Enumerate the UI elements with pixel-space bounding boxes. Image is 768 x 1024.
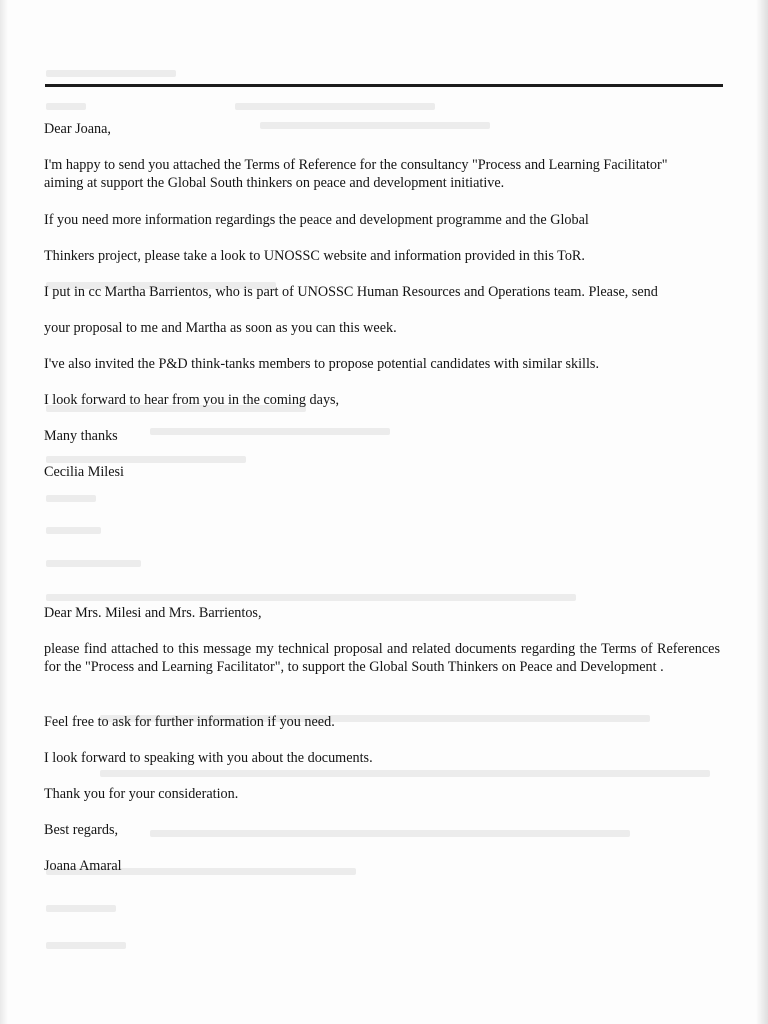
header-rule <box>45 84 723 87</box>
bleed-through-mark <box>46 495 96 502</box>
letter-one-greeting: Dear Joana, <box>44 121 111 137</box>
bleed-through-mark <box>150 428 390 435</box>
letter-one-closing: Many thanks <box>44 428 118 444</box>
letter-one-paragraph-4: I've also invited the P&D think-tanks members to propose potential candidates with similar skills. <box>44 356 599 372</box>
scan-edge-left <box>0 0 8 1024</box>
letter-one-paragraph-3-line-2: your proposal to me and Martha as soon as you can this week. <box>44 320 397 336</box>
letter-one-paragraph-2-line-1: If you need more information regardings the peace and development programme and the Global <box>44 212 589 228</box>
letter-two-paragraph-4: Thank you for your consideration. <box>44 786 239 802</box>
letter-one-paragraph-3-line-1: I put in cc Martha Barrientos, who is part of UNOSSC Human Resources and Operations team. Please, send <box>44 284 658 300</box>
bleed-through-mark <box>46 70 176 77</box>
bleed-through-mark <box>46 527 101 534</box>
scan-edge-right <box>756 0 768 1024</box>
letter-two-paragraph-1: please find attached to this message my technical proposal and related documents regarding the Terms of References for the "Process and Learning Facilitator", to support the Global South Thinkers on Peace and Development . <box>44 641 720 675</box>
letter-two-paragraph-2: Feel free to ask for further information if you need. <box>44 714 335 730</box>
bleed-through-mark <box>46 905 116 912</box>
bleed-through-mark <box>46 594 576 601</box>
letter-one-paragraph-1-line-1: I'm happy to send you attached the Terms of Reference for the consultancy "Process and Learning Facilitator" <box>44 157 668 173</box>
bleed-through-mark <box>46 103 86 110</box>
bleed-through-mark <box>46 560 141 567</box>
bleed-through-mark <box>46 456 246 463</box>
letter-one-paragraph-5: I look forward to hear from you in the coming days, <box>44 392 340 408</box>
bleed-through-mark <box>235 103 435 110</box>
letter-one-paragraph-2-line-2: Thinkers project, please take a look to UNOSSC website and information provided in this ToR. <box>44 248 585 264</box>
bleed-through-mark <box>260 122 490 129</box>
letter-one-signature: Cecilia Milesi <box>44 464 124 480</box>
letter-two-closing: Best regards, <box>44 822 119 838</box>
bleed-through-mark <box>100 770 710 777</box>
letter-two-greeting: Dear Mrs. Milesi and Mrs. Barrientos, <box>44 605 262 621</box>
letter-one-paragraph-1-line-2: aiming at support the Global South thinkers on peace and development initiative. <box>44 175 505 191</box>
letter-two-signature: Joana Amaral <box>44 858 122 874</box>
bleed-through-mark <box>46 942 126 949</box>
letter-two-paragraph-3: I look forward to speaking with you about the documents. <box>44 750 373 766</box>
bleed-through-mark <box>150 830 630 837</box>
